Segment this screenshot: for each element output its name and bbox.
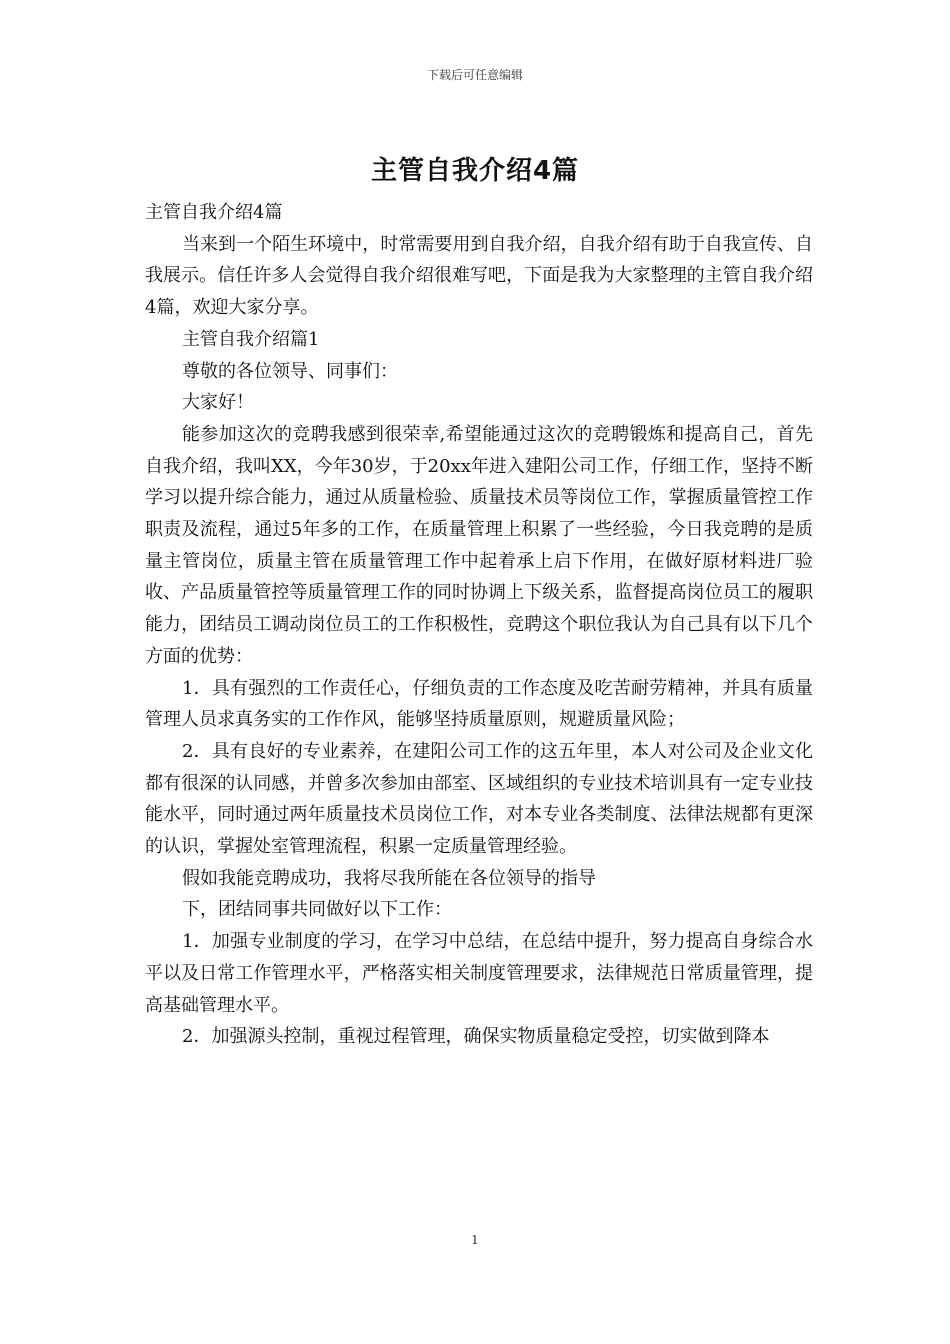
document-body — [145, 197, 813, 1053]
section-heading: 主管自我介绍篇1 — [182, 328, 320, 350]
salutation: 尊敬的各位领导、同事们： — [182, 360, 398, 382]
paragraph: 假如我能竞聘成功，我将尽我所能在各位领导的指导 — [182, 867, 596, 889]
list-item: 1．加强专业制度的学习，在学习中总结，在总结中提升，努力提高自身综合水平以及日常工作管理水平，严格落实相关制度管理要求，法律规范日常质量管理，提高基础管理水平。 — [145, 931, 813, 1016]
page-header: 下载后可任意编辑 — [426, 68, 523, 82]
list-item: 2．加强源头控制，重视过程管理，确保实物质量稳定受控，切实做到降本 — [182, 1026, 770, 1048]
list-item: 1．具有强烈的工作责任心，仔细负责的工作态度及吃苦耐劳精神，并具有质量管理人员求真务实的工作作风，能够坚持质量原则，规避质量风险； — [145, 677, 813, 731]
page-number: 1 — [471, 1233, 479, 1247]
list-item: 2．具有良好的专业素养，在建阳公司工作的这五年里，本人对公司及企业文化都有很深的认同感，并曾多次参加由部室、区域组织的专业技术培训具有一定专业技能水平，同时通过两年质量技术员岗位工作，对本专业各类制度、法律法规都有更深的认识，掌握处室管理流程，积累一定质量管理经验。 — [145, 740, 813, 858]
greeting: 大家好！ — [182, 392, 254, 414]
document-title: 主管自我介绍4篇 — [370, 156, 580, 186]
paragraph: 能参加这次的竞聘我感到很荣幸,希望能通过这次的竞聘锻炼和提高自己，首先自我介绍，我叫XX，今年30岁，于20xx年进入建阳公司工作，仔细工作，坚持不断学习以提升综合能力，通过从质量检验、质量技术员等岗位工作，掌握质量管控工作职责及流程，通过5年多的工作，在质量管理上积累了一些经验，今日我竞聘的是质量主管岗位，质量主管在质量管理工作中起着承上启下作用，在做好原材料进厂验收、产品质量管控等质量管理工作的同时协调上下级关系，监督提高岗位员工的履职能力，团结员工调动岗位员工的工作积极性，竞聘这个职位我认为自己具有以下几个方面的优势： — [145, 423, 813, 667]
paragraph: 主管自我介绍4篇 — [145, 202, 283, 223]
paragraph: 下，团结同事共同做好以下工作： — [182, 899, 452, 921]
paragraph: 当来到一个陌生环境中，时常需要用到自我介绍，自我介绍有助于自我宣传、自我展示。信任许多人会觉得自我介绍很难写吧，下面是我为大家整理的主管自我介绍4篇，欢迎大家分享。 — [145, 233, 813, 319]
